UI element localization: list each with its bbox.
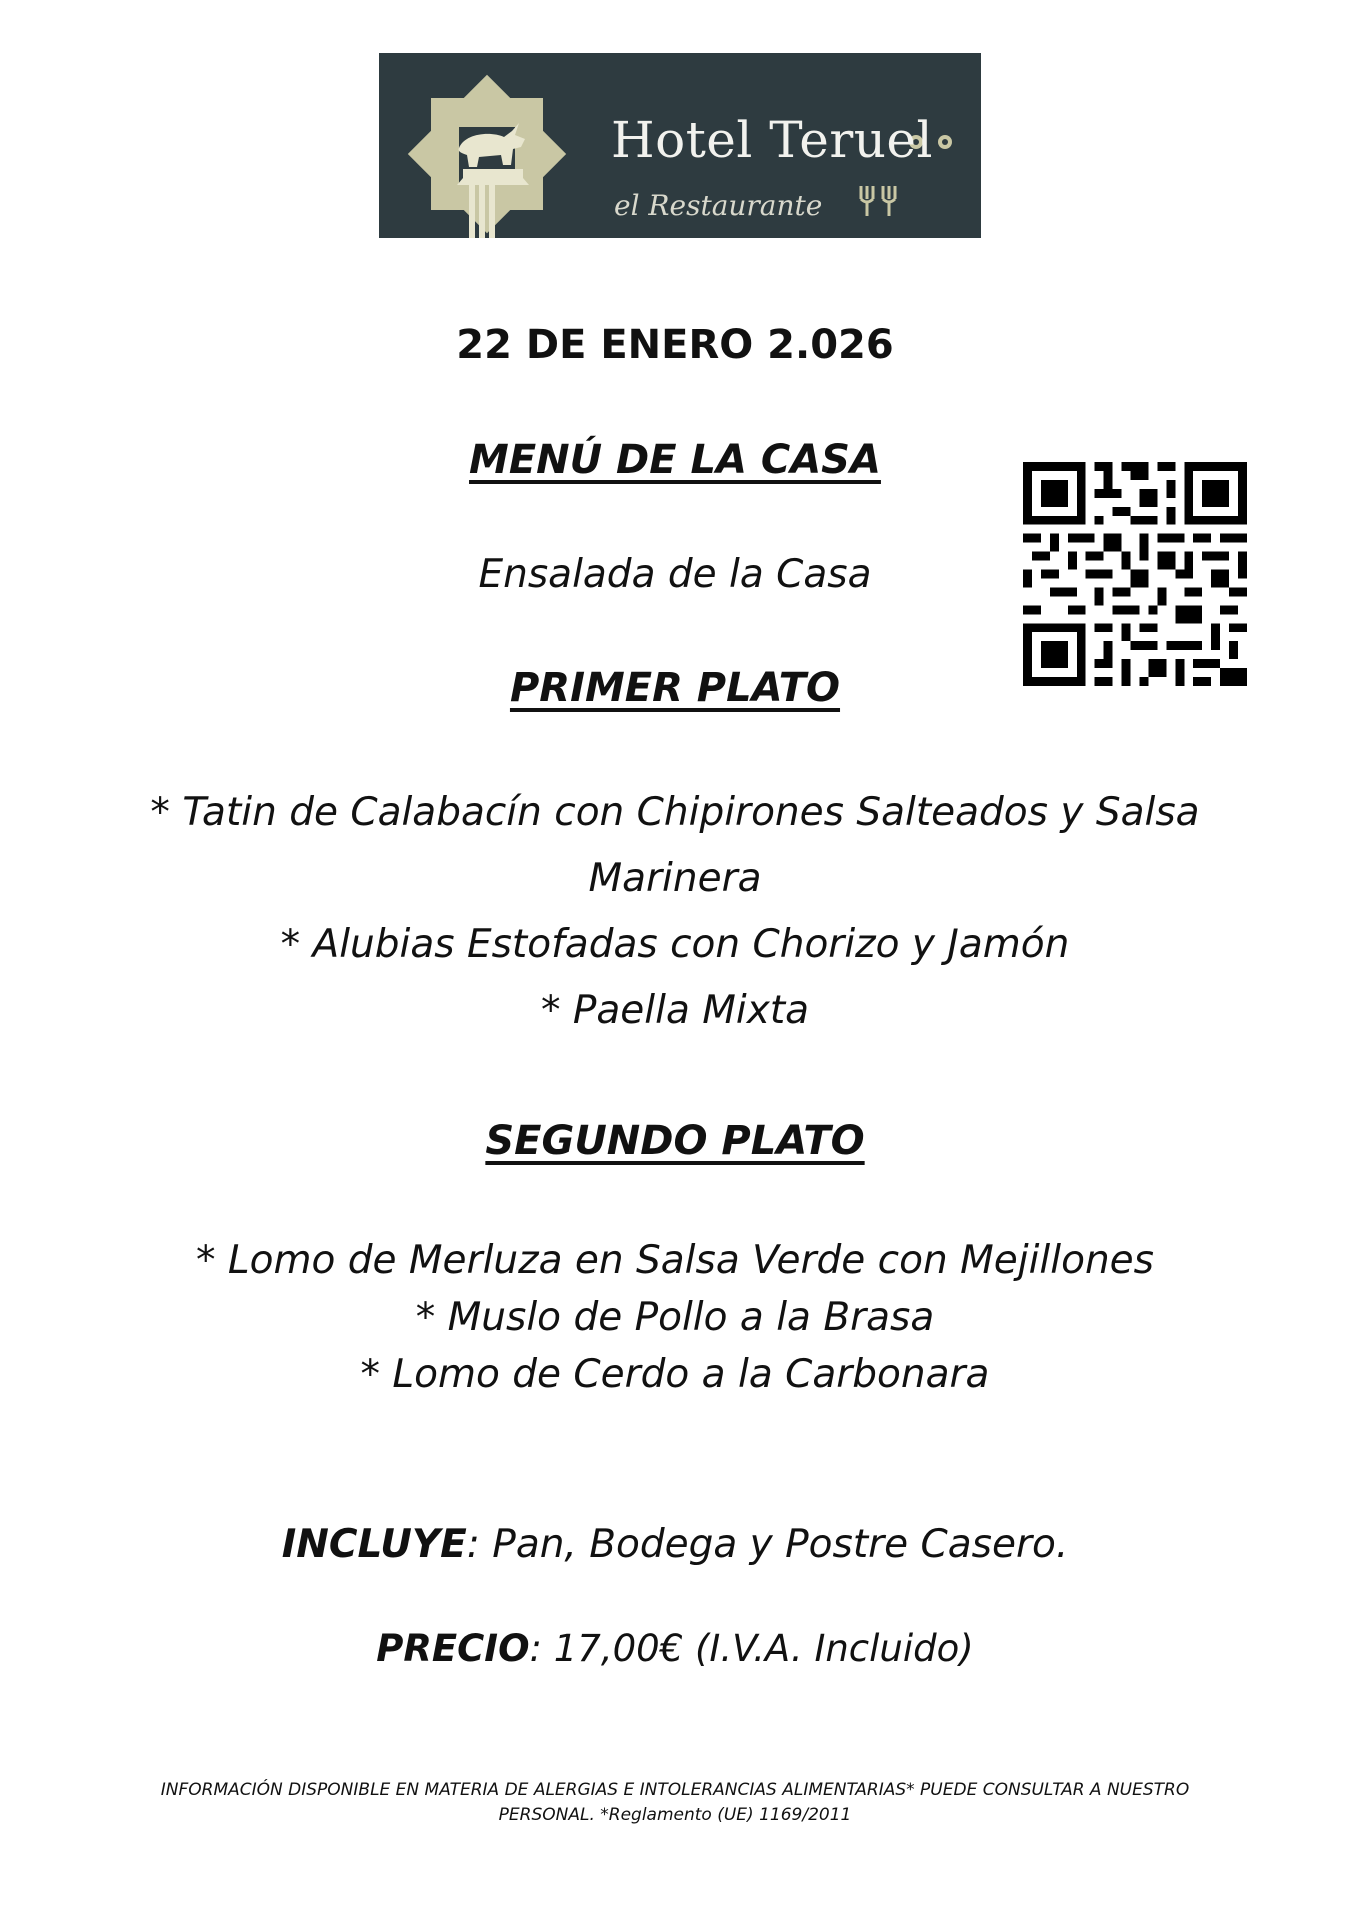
allergen-footer — [0, 1778, 1350, 1828]
segundo-plato-heading: SEGUNDO PLATO — [485, 1118, 865, 1164]
qr-code-icon — [1023, 462, 1247, 686]
precio-line — [0, 1627, 1350, 1670]
starter-dish: Ensalada de la Casa — [478, 552, 872, 597]
segundo-plato-list — [0, 1232, 1350, 1403]
incluye-text: : Pan, Bodega y Postre Casero. — [466, 1522, 1069, 1567]
dish-item: * Lomo de Cerdo a la Carbonara — [360, 1352, 990, 1397]
footer-line: INFORMACIÓN DISPONIBLE EN MATERIA DE ALERGIAS E INTOLERANCIAS ALIMENTARIAS* PUEDE CONSULTAR A NUESTRO — [160, 1780, 1190, 1800]
incluye-label: INCLUYE — [281, 1522, 467, 1567]
dish-item: * Muslo de Pollo a la Brasa — [415, 1295, 935, 1340]
dish-item: * Paella Mixta — [540, 988, 810, 1033]
dish-item: * Lomo de Merluza en Salsa Verde con Mejillones — [196, 1238, 1154, 1283]
precio-text: : 17,00€ (I.V.A. Incluido) — [529, 1627, 974, 1670]
menu-date: 22 DE ENERO 2.026 — [456, 322, 894, 368]
menu-title: MENÚ DE LA CASA — [469, 437, 881, 483]
logo-title: Hotel Teruel — [611, 111, 934, 169]
footer-line: PERSONAL. *Reglamento (UE) 1169/2011 — [498, 1805, 852, 1825]
hotel-logo — [379, 53, 981, 238]
primer-plato-heading: PRIMER PLATO — [509, 665, 841, 711]
primer-plato-list — [0, 780, 1350, 1044]
incluye-line — [0, 1522, 1350, 1567]
precio-label: PRECIO — [376, 1627, 530, 1670]
dish-item: Marinera — [588, 856, 762, 901]
dish-item: * Alubias Estofadas con Chorizo y Jamón — [280, 922, 1070, 967]
dish-item: * Tatin de Calabacín con Chipirones Salteados y Salsa — [150, 790, 1200, 835]
logo-subtitle: el Restaurante — [614, 189, 823, 222]
